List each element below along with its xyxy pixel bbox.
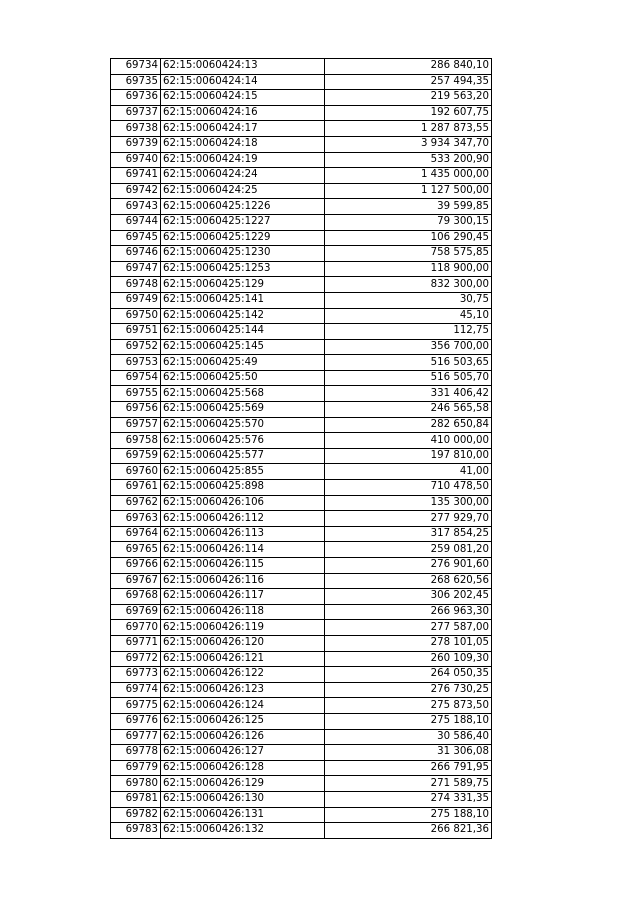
row-number-cell: 69761 <box>111 480 161 496</box>
cadastral-value-cell: 331 406,42 <box>325 386 492 402</box>
table-row <box>111 308 492 324</box>
table-row <box>111 667 492 683</box>
cadastral-value-cell: 1 435 000,00 <box>325 168 492 184</box>
table-row <box>111 480 492 496</box>
cadastral-value-cell: 278 101,05 <box>325 635 492 651</box>
cadastral-number-cell: 62:15:0060426:128 <box>161 760 325 776</box>
table-row <box>111 199 492 215</box>
row-number-cell: 69769 <box>111 604 161 620</box>
row-number-cell: 69758 <box>111 433 161 449</box>
table-row <box>111 464 492 480</box>
row-number-cell: 69750 <box>111 308 161 324</box>
cadastral-number-cell: 62:15:0060426:121 <box>161 651 325 667</box>
row-number-cell: 69779 <box>111 760 161 776</box>
row-number-cell: 69759 <box>111 448 161 464</box>
cadastral-number-cell: 62:15:0060424:13 <box>161 59 325 75</box>
cadastral-number-cell: 62:15:0060425:1227 <box>161 214 325 230</box>
cadastral-value-cell: 516 503,65 <box>325 355 492 371</box>
table-row <box>111 542 492 558</box>
cadastral-value-cell: 832 300,00 <box>325 277 492 293</box>
row-number-cell: 69752 <box>111 339 161 355</box>
cadastral-value-cell: 276 730,25 <box>325 682 492 698</box>
table-row <box>111 776 492 792</box>
cadastral-number-cell: 62:15:0060425:50 <box>161 370 325 386</box>
cadastral-number-cell: 62:15:0060424:25 <box>161 183 325 199</box>
cadastral-number-cell: 62:15:0060425:1253 <box>161 261 325 277</box>
row-number-cell: 69768 <box>111 589 161 605</box>
table-row <box>111 713 492 729</box>
table-row <box>111 620 492 636</box>
table-row <box>111 355 492 371</box>
table-row <box>111 729 492 745</box>
row-number-cell: 69782 <box>111 807 161 823</box>
row-number-cell: 69744 <box>111 214 161 230</box>
row-number-cell: 69766 <box>111 558 161 574</box>
cadastral-number-cell: 62:15:0060425:141 <box>161 292 325 308</box>
cadastral-number-cell: 62:15:0060425:898 <box>161 480 325 496</box>
cadastral-value-cell: 356 700,00 <box>325 339 492 355</box>
cadastral-value-cell: 533 200,90 <box>325 152 492 168</box>
row-number-cell: 69754 <box>111 370 161 386</box>
cadastral-number-cell: 62:15:0060426:106 <box>161 495 325 511</box>
row-number-cell: 69737 <box>111 105 161 121</box>
cadastral-number-cell: 62:15:0060426:132 <box>161 823 325 839</box>
table-row <box>111 90 492 106</box>
row-number-cell: 69777 <box>111 729 161 745</box>
row-number-cell: 69772 <box>111 651 161 667</box>
cadastral-value-cell: 1 127 500,00 <box>325 183 492 199</box>
cadastral-number-cell: 62:15:0060425:568 <box>161 386 325 402</box>
table-row <box>111 246 492 262</box>
table-row <box>111 59 492 75</box>
cadastral-number-cell: 62:15:0060424:15 <box>161 90 325 106</box>
table-row <box>111 370 492 386</box>
row-number-cell: 69757 <box>111 417 161 433</box>
cadastral-value-cell: 260 109,30 <box>325 651 492 667</box>
cadastral-value-cell: 3 934 347,70 <box>325 136 492 152</box>
row-number-cell: 69760 <box>111 464 161 480</box>
cadastral-number-cell: 62:15:0060426:126 <box>161 729 325 745</box>
cadastral-value-cell: 268 620,56 <box>325 573 492 589</box>
cadastral-value-sheet <box>110 58 492 839</box>
cadastral-number-cell: 62:15:0060424:18 <box>161 136 325 152</box>
table-body <box>111 59 492 839</box>
row-number-cell: 69747 <box>111 261 161 277</box>
cadastral-number-cell: 62:15:0060425:142 <box>161 308 325 324</box>
cadastral-number-cell: 62:15:0060426:118 <box>161 604 325 620</box>
cadastral-number-cell: 62:15:0060426:130 <box>161 791 325 807</box>
table-row <box>111 791 492 807</box>
table-row <box>111 183 492 199</box>
cadastral-value-cell: 219 563,20 <box>325 90 492 106</box>
row-number-cell: 69767 <box>111 573 161 589</box>
row-number-cell: 69743 <box>111 199 161 215</box>
row-number-cell: 69763 <box>111 511 161 527</box>
cadastral-value-cell: 31 306,08 <box>325 745 492 761</box>
cadastral-number-cell: 62:15:0060426:113 <box>161 526 325 542</box>
table-row <box>111 495 492 511</box>
cadastral-value-cell: 1 287 873,55 <box>325 121 492 137</box>
row-number-cell: 69770 <box>111 620 161 636</box>
cadastral-number-cell: 62:15:0060425:855 <box>161 464 325 480</box>
cadastral-number-cell: 62:15:0060425:145 <box>161 339 325 355</box>
row-number-cell: 69740 <box>111 152 161 168</box>
cadastral-value-cell: 266 821,36 <box>325 823 492 839</box>
table-row <box>111 698 492 714</box>
cadastral-number-cell: 62:15:0060426:114 <box>161 542 325 558</box>
cadastral-value-cell: 259 081,20 <box>325 542 492 558</box>
table-row <box>111 292 492 308</box>
cadastral-value-cell: 30 586,40 <box>325 729 492 745</box>
row-number-cell: 69746 <box>111 246 161 262</box>
cadastral-value-cell: 112,75 <box>325 324 492 340</box>
cadastral-value-cell: 275 188,10 <box>325 807 492 823</box>
table-row <box>111 604 492 620</box>
row-number-cell: 69781 <box>111 791 161 807</box>
cadastral-number-cell: 62:15:0060425:576 <box>161 433 325 449</box>
table-row <box>111 324 492 340</box>
table-row <box>111 230 492 246</box>
row-number-cell: 69745 <box>111 230 161 246</box>
cadastral-number-cell: 62:15:0060426:112 <box>161 511 325 527</box>
table-row <box>111 573 492 589</box>
table-row <box>111 511 492 527</box>
table-row <box>111 558 492 574</box>
cadastral-number-cell: 62:15:0060424:19 <box>161 152 325 168</box>
row-number-cell: 69751 <box>111 324 161 340</box>
row-number-cell: 69765 <box>111 542 161 558</box>
cadastral-value-cell: 271 589,75 <box>325 776 492 792</box>
cadastral-value-cell: 306 202,45 <box>325 589 492 605</box>
cadastral-number-cell: 62:15:0060426:117 <box>161 589 325 605</box>
row-number-cell: 69774 <box>111 682 161 698</box>
cadastral-number-cell: 62:15:0060424:16 <box>161 105 325 121</box>
row-number-cell: 69748 <box>111 277 161 293</box>
row-number-cell: 69736 <box>111 90 161 106</box>
row-number-cell: 69749 <box>111 292 161 308</box>
cadastral-value-cell: 79 300,15 <box>325 214 492 230</box>
cadastral-value-cell: 118 900,00 <box>325 261 492 277</box>
row-number-cell: 69775 <box>111 698 161 714</box>
cadastral-value-cell: 317 854,25 <box>325 526 492 542</box>
row-number-cell: 69771 <box>111 635 161 651</box>
table-row <box>111 760 492 776</box>
cadastral-value-cell: 266 791,95 <box>325 760 492 776</box>
row-number-cell: 69753 <box>111 355 161 371</box>
table-row <box>111 417 492 433</box>
cadastral-value-cell: 264 050,35 <box>325 667 492 683</box>
table-row <box>111 152 492 168</box>
cadastral-value-cell: 276 901,60 <box>325 558 492 574</box>
table-row <box>111 214 492 230</box>
table-row <box>111 635 492 651</box>
cadastral-value-cell: 275 873,50 <box>325 698 492 714</box>
table-row <box>111 807 492 823</box>
cadastral-value-cell: 192 607,75 <box>325 105 492 121</box>
row-number-cell: 69735 <box>111 74 161 90</box>
cadastral-number-cell: 62:15:0060426:124 <box>161 698 325 714</box>
cadastral-value-table <box>110 58 492 839</box>
row-number-cell: 69780 <box>111 776 161 792</box>
row-number-cell: 69742 <box>111 183 161 199</box>
cadastral-value-cell: 30,75 <box>325 292 492 308</box>
cadastral-number-cell: 62:15:0060426:122 <box>161 667 325 683</box>
cadastral-number-cell: 62:15:0060426:123 <box>161 682 325 698</box>
cadastral-number-cell: 62:15:0060426:131 <box>161 807 325 823</box>
cadastral-value-cell: 410 000,00 <box>325 433 492 449</box>
cadastral-number-cell: 62:15:0060424:17 <box>161 121 325 137</box>
cadastral-number-cell: 62:15:0060425:569 <box>161 402 325 418</box>
table-row <box>111 136 492 152</box>
row-number-cell: 69776 <box>111 713 161 729</box>
cadastral-value-cell: 277 587,00 <box>325 620 492 636</box>
cadastral-value-cell: 266 963,30 <box>325 604 492 620</box>
table-row <box>111 448 492 464</box>
cadastral-value-cell: 39 599,85 <box>325 199 492 215</box>
cadastral-number-cell: 62:15:0060425:1230 <box>161 246 325 262</box>
cadastral-number-cell: 62:15:0060426:119 <box>161 620 325 636</box>
cadastral-number-cell: 62:15:0060425:144 <box>161 324 325 340</box>
cadastral-value-cell: 758 575,85 <box>325 246 492 262</box>
cadastral-number-cell: 62:15:0060426:125 <box>161 713 325 729</box>
table-row <box>111 745 492 761</box>
table-row <box>111 277 492 293</box>
row-number-cell: 69738 <box>111 121 161 137</box>
row-number-cell: 69783 <box>111 823 161 839</box>
table-row <box>111 168 492 184</box>
cadastral-value-cell: 275 188,10 <box>325 713 492 729</box>
cadastral-value-cell: 41,00 <box>325 464 492 480</box>
cadastral-value-cell: 710 478,50 <box>325 480 492 496</box>
cadastral-number-cell: 62:15:0060425:577 <box>161 448 325 464</box>
row-number-cell: 69762 <box>111 495 161 511</box>
table-row <box>111 433 492 449</box>
cadastral-value-cell: 274 331,35 <box>325 791 492 807</box>
row-number-cell: 69741 <box>111 168 161 184</box>
row-number-cell: 69778 <box>111 745 161 761</box>
cadastral-value-cell: 277 929,70 <box>325 511 492 527</box>
cadastral-number-cell: 62:15:0060425:570 <box>161 417 325 433</box>
cadastral-number-cell: 62:15:0060424:14 <box>161 74 325 90</box>
row-number-cell: 69764 <box>111 526 161 542</box>
row-number-cell: 69773 <box>111 667 161 683</box>
cadastral-number-cell: 62:15:0060426:115 <box>161 558 325 574</box>
cadastral-number-cell: 62:15:0060426:129 <box>161 776 325 792</box>
table-row <box>111 105 492 121</box>
row-number-cell: 69755 <box>111 386 161 402</box>
cadastral-value-cell: 282 650,84 <box>325 417 492 433</box>
table-row <box>111 339 492 355</box>
table-row <box>111 526 492 542</box>
cadastral-number-cell: 62:15:0060426:120 <box>161 635 325 651</box>
cadastral-number-cell: 62:15:0060426:116 <box>161 573 325 589</box>
cadastral-value-cell: 135 300,00 <box>325 495 492 511</box>
row-number-cell: 69756 <box>111 402 161 418</box>
row-number-cell: 69739 <box>111 136 161 152</box>
cadastral-number-cell: 62:15:0060425:1226 <box>161 199 325 215</box>
cadastral-value-cell: 286 840,10 <box>325 59 492 75</box>
table-row <box>111 823 492 839</box>
cadastral-number-cell: 62:15:0060425:1229 <box>161 230 325 246</box>
table-row <box>111 261 492 277</box>
cadastral-number-cell: 62:15:0060426:127 <box>161 745 325 761</box>
cadastral-value-cell: 257 494,35 <box>325 74 492 90</box>
table-row <box>111 402 492 418</box>
cadastral-number-cell: 62:15:0060425:129 <box>161 277 325 293</box>
cadastral-value-cell: 246 565,58 <box>325 402 492 418</box>
cadastral-value-cell: 106 290,45 <box>325 230 492 246</box>
cadastral-value-cell: 45,10 <box>325 308 492 324</box>
row-number-cell: 69734 <box>111 59 161 75</box>
cadastral-number-cell: 62:15:0060425:49 <box>161 355 325 371</box>
cadastral-value-cell: 197 810,00 <box>325 448 492 464</box>
cadastral-number-cell: 62:15:0060424:24 <box>161 168 325 184</box>
table-row <box>111 589 492 605</box>
table-row <box>111 121 492 137</box>
table-row <box>111 651 492 667</box>
cadastral-value-cell: 516 505,70 <box>325 370 492 386</box>
table-row <box>111 386 492 402</box>
table-row <box>111 74 492 90</box>
table-row <box>111 682 492 698</box>
